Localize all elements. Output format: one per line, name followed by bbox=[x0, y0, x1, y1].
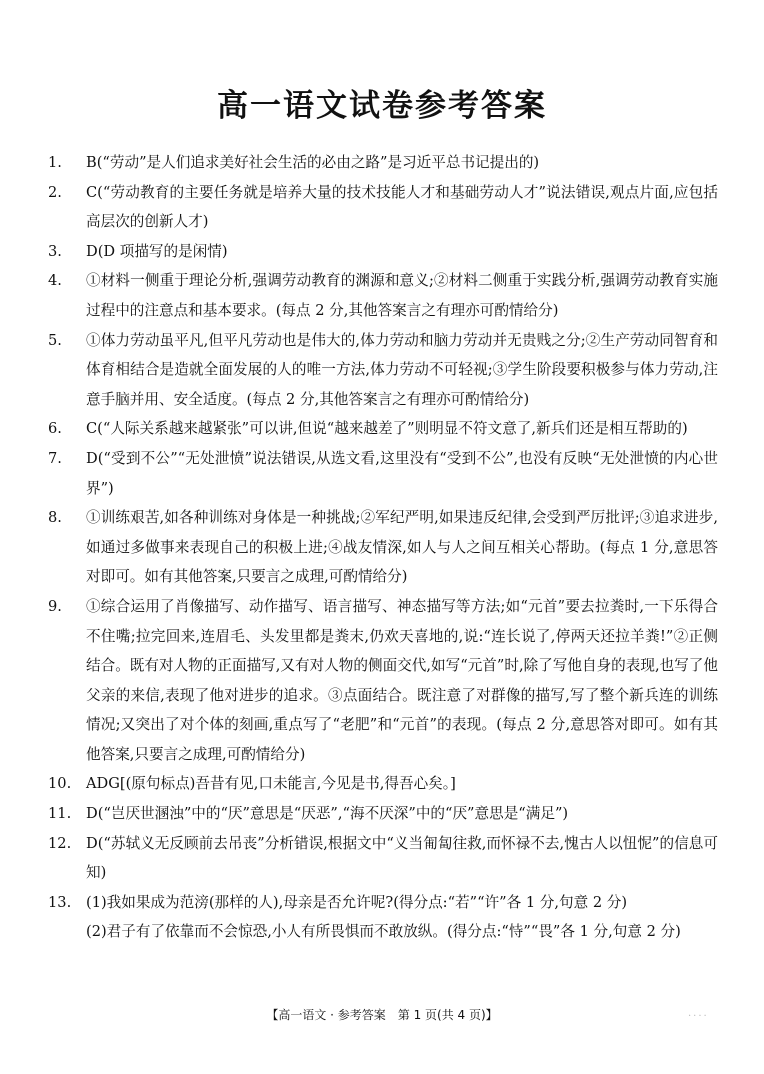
answer-number: 5. bbox=[48, 331, 62, 349]
answer-number: 11. bbox=[48, 805, 72, 823]
answer-text: D(“岂厌世溷浊”中的“厌”意思是“厌恶”,“海不厌深”中的“厌”意思是“满足”) bbox=[86, 805, 569, 823]
answer-number: 6. bbox=[48, 420, 62, 438]
answer-subtext: (2)君子有了依靠而不会惊恐,小人有所畏惧而不敢放纵。(得分点:“恃”“畏”各 1 分,句意 2 分) bbox=[86, 923, 681, 941]
answer-text: ①体力劳动虽平凡,但平凡劳动也是伟大的,体力劳动和脑力劳动并无贵贱之分;②生产劳动同智育和体育相结合是造就全面发展的人的唯一方法,体力劳动不可轻视;③学生阶段要积极参与体力劳动,注意手脑并用、安全适度。(每点 2 分,其他答案言之有理亦可酌情给分) bbox=[86, 331, 718, 408]
answer-number: 7. bbox=[48, 449, 62, 467]
answer-number: 13. bbox=[48, 893, 72, 911]
answer-item bbox=[48, 888, 718, 947]
page-title: 高一语文试卷参考答案 bbox=[217, 88, 547, 124]
answer-item bbox=[48, 237, 718, 267]
answer-item bbox=[48, 414, 718, 444]
answer-text: C(“劳动教育的主要任务就是培养大量的技术技能人才和基础劳动人才”说法错误,观点片面,应包括高层次的创新人才) bbox=[86, 183, 718, 231]
answer-item bbox=[48, 503, 718, 592]
answer-number: 8. bbox=[48, 509, 62, 527]
answer-number: 1. bbox=[48, 154, 62, 171]
answer-text: ①综合运用了肖像描写、动作描写、语言描写、神态描写等方法;如“元首”要去拉粪时,一下乐得合不住嘴;拉完回来,连眉毛、头发里都是粪末,仍欢天喜地的,说:“连长说了,停两天还拉羊粪!”②正侧结合。既有对人物的正面描写,又有对人物的侧面交代,如写“元首”时,除了写他自身的表现,也写了他父亲的来信,表现了他对进步的追求。③点面结合。既注意了对群像的描写,写了整个新兵连的训练情况;又突出了对个体的刻画,重点写了“老肥”和“元首”的表现。(每点 2 分,意思答对即可。如有其他答案,只要言之成理,可酌情给分) bbox=[86, 597, 718, 763]
answer-item bbox=[48, 444, 718, 503]
page-footer: 【高一语文 · 参考答案 第 1 页(共 4 页)】 bbox=[266, 1008, 498, 1022]
answer-number: 12. bbox=[48, 834, 72, 852]
answer-text: B(“劳动”是人们追求美好社会生活的必由之路”是习近平总书记提出的) bbox=[86, 154, 540, 171]
answer-item bbox=[48, 178, 718, 237]
answer-item bbox=[48, 769, 718, 799]
answer-number: 4. bbox=[48, 272, 62, 290]
answer-number: 10. bbox=[48, 775, 72, 793]
answer-text: ADG[(原句标点)吾昔有见,口未能言,今见是书,得吾心矣。] bbox=[86, 775, 456, 793]
answer-number: 9. bbox=[48, 597, 62, 615]
answer-text: D(D 项描写的是闲情) bbox=[86, 242, 228, 260]
answer-number: 3. bbox=[48, 242, 62, 260]
answer-text: C(“人际关系越来越紧张”可以讲,但说“越来越差了”则明显不符文意了,新兵们还是相互帮助的) bbox=[86, 420, 688, 438]
answer-item bbox=[48, 829, 718, 888]
answer-text: D(“受到不公”“无处泄愤”说法错误,从选文看,这里没有“受到不公”,也没有反映“无处泄愤的内心世界”) bbox=[86, 449, 718, 497]
answer-item bbox=[48, 592, 718, 770]
answer-text: (1)我如果成为范滂(那样的人),母亲是否允许呢?(得分点:“若”“许”各 1 分,句意 2 分) bbox=[86, 893, 628, 911]
answer-item bbox=[48, 148, 718, 178]
answer-text: D(“苏轼义无反顾前去吊丧”分析错误,根据文中“义当匍匐往救,而怀禄不去,愧古人以忸怩”的信息可知) bbox=[86, 834, 718, 882]
answer-text: ①训练艰苦,如各种训练对身体是一种挑战;②军纪严明,如果违反纪律,会受到严厉批评;③追求进步,如通过多做事来表现自己的积极上进;④战友情深,如人与人之间互相关心帮助。(每点 1 分,意思答对即可。如有其他答案,只要言之成理,可酌情给分) bbox=[86, 509, 718, 586]
answer-number: 2. bbox=[48, 183, 62, 201]
answer-list bbox=[48, 148, 718, 947]
corner-dots: .... bbox=[688, 1008, 709, 1019]
answer-item bbox=[48, 266, 718, 325]
answer-item bbox=[48, 799, 718, 829]
answer-text: ①材料一侧重于理论分析,强调劳动教育的渊源和意义;②材料二侧重于实践分析,强调劳动教育实施过程中的注意点和基本要求。(每点 2 分,其他答案言之有理亦可酌情给分) bbox=[86, 272, 718, 319]
answer-item bbox=[48, 326, 718, 415]
